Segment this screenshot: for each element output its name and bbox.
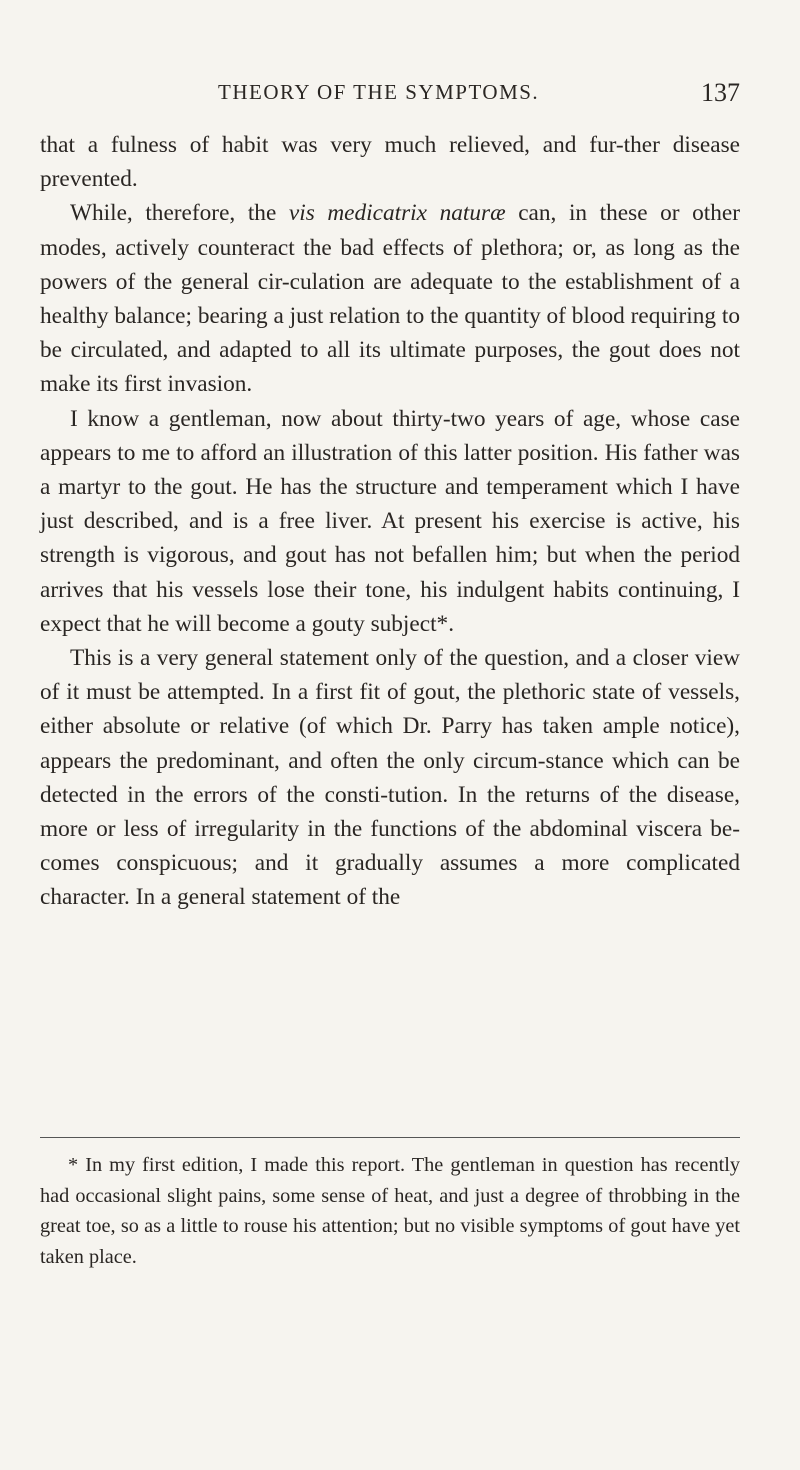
running-head: THEORY OF THE SYMPTOMS. — [218, 80, 540, 104]
footnote-text: * In my first edition, I made this report. The gentleman in question has recently had occasional slight pains, some sense of heat, and just a degree of throbbing in the great toe, so as a little to rouse his attention; but no visible symptoms of gout have yet taken place. — [40, 1154, 740, 1268]
latin-phrase: vis medicatrix naturæ — [288, 200, 506, 227]
footnote-rule — [40, 1137, 740, 1138]
paragraph-4: This is a very general statement only of the question, and a closer view of it must be attempted. In a first fit of gout, the plethoric state of vessels, either absolute or relative (of which Dr. Parry has taken ample notice), appears the predominant, and often the only circum-stance which can be detected in the errors of the consti-tution. In the returns of the disease, more or less of irregularity in the functions of the abdominal viscera be-comes conspicuous; and it gradually assumes a more complicated character. In a general statement of the — [40, 645, 740, 911]
body-text — [40, 128, 740, 915]
paragraph-2-part-2: can, in these or other modes, actively counteract the bad effects of plethora; or, as long as the powers of the general cir-culation are adequate to the establishment of a healthy balance; bearing a just relation to the quantity of blood requiring to be circulated, and adapted to all its ultimate purposes, the gout does not make its first invasion. — [40, 200, 740, 398]
page-header — [40, 78, 740, 112]
page-number: 137 — [701, 78, 740, 107]
paragraph-2-part-1: While, therefore, the — [70, 200, 289, 227]
paragraph-3: I know a gentleman, now about thirty-two years of age, whose case appears to me to afford an illustration of this latter position. His father was a martyr to the gout. He has the structure and temperament which I have just described, and is a free liver. At present his exercise is active, his strength is vigorous, and gout has not befallen him; but when the period arrives that his vessels lose their tone, his indulgent habits continuing, I expect that he will become a gouty subject*. — [40, 405, 740, 637]
paragraph-2 — [40, 196, 740, 401]
footnote — [40, 1150, 740, 1272]
paragraph-1: that a fulness of habit was very much relieved, and fur-ther disease prevented. — [40, 132, 740, 193]
